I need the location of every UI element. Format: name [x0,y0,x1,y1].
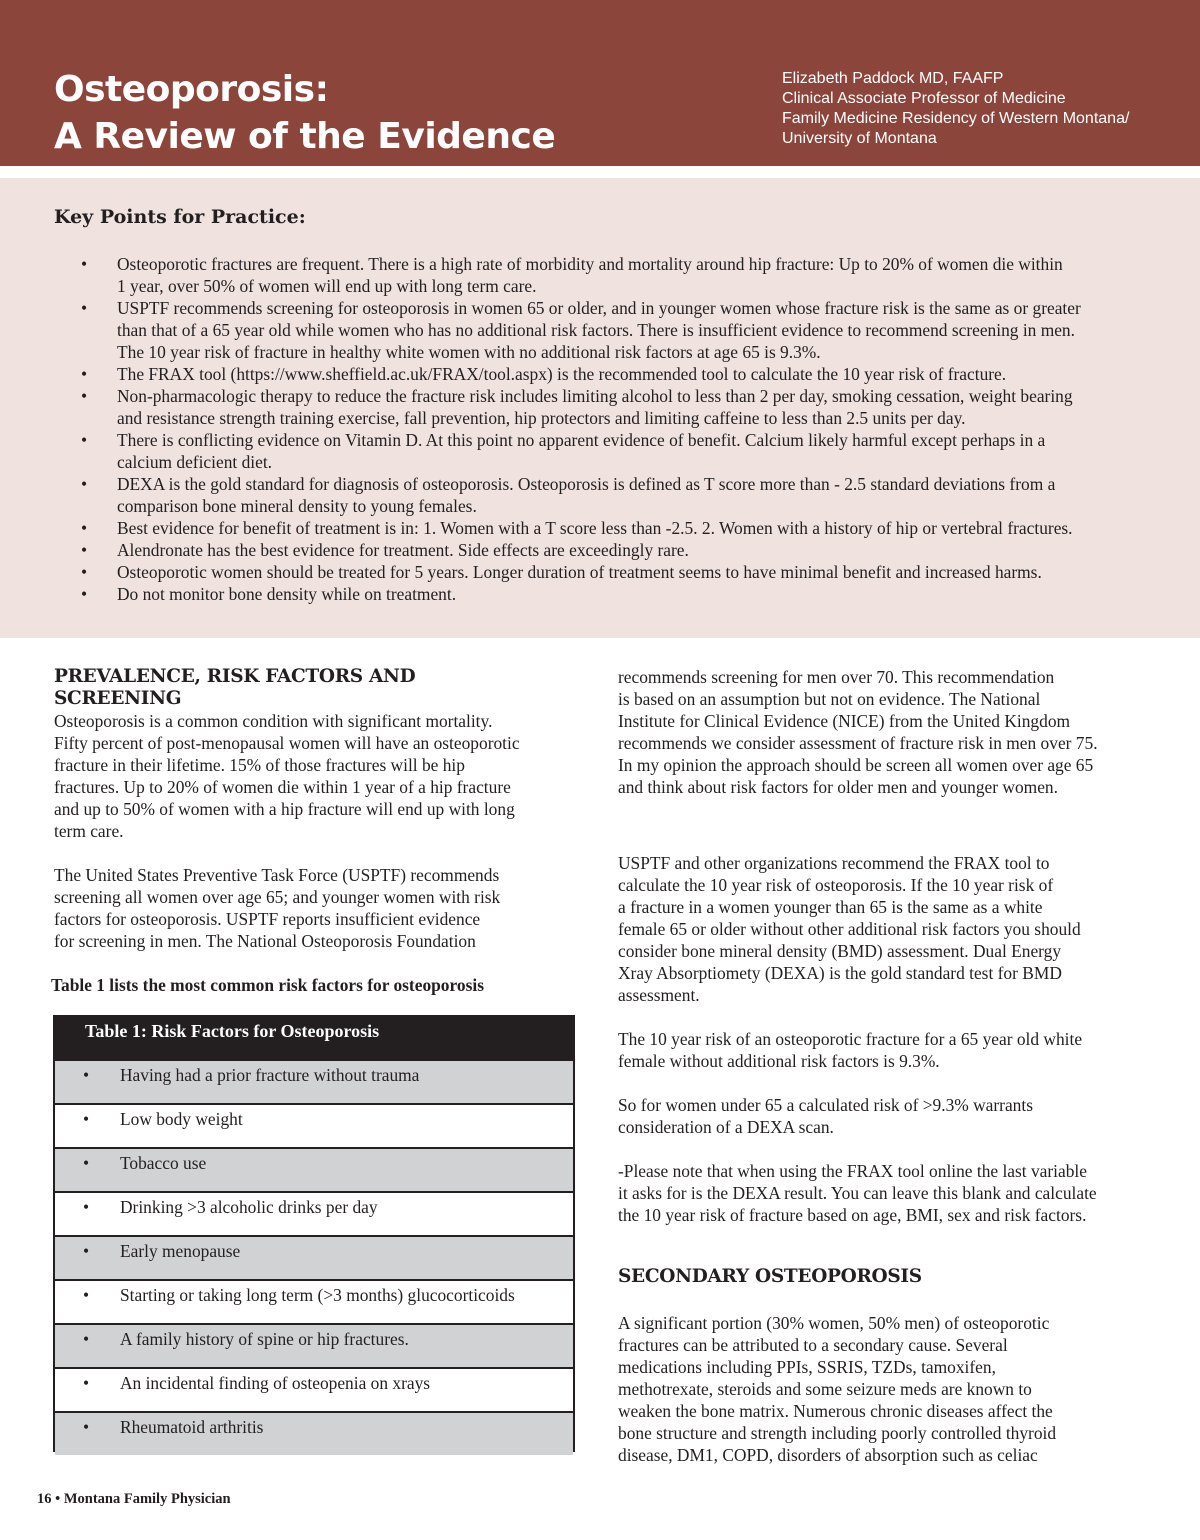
paragraph-frax-note [618,1160,1163,1226]
text-line: a fracture in a women younger than 65 is the same as a white [618,897,1043,917]
key-point-item [0,539,1200,561]
table-row [55,1323,573,1367]
text-line: screening all women over age 65; and younger women with risk [54,887,501,907]
author-line: Elizabeth Paddock MD, FAAFP [782,70,1004,87]
bullet-icon: • [83,1065,90,1085]
right-column [618,666,1163,1466]
table-row [55,1279,573,1323]
bullet-icon: • [83,1153,90,1173]
table-row [55,1191,573,1235]
table-row [55,1059,573,1103]
text-line: the 10 year risk of fracture based on age, BMI, sex and risk factors. [618,1205,1087,1225]
key-point-item [0,561,1200,583]
bullet-icon: • [81,430,88,450]
text-line: recommends screening for men over 70. This recommendation [618,667,1055,687]
key-point-item [0,583,1200,605]
bullet-icon: • [83,1329,90,1349]
table-cell: Starting or taking long term (>3 months) glucocorticoids [120,1285,515,1305]
text-line: factors for osteoporosis. USPTF reports insufficient evidence [54,909,481,929]
bullet-icon: • [83,1109,90,1129]
article-title [54,66,555,160]
text-line: calculate the 10 year risk of osteoporosis. If the 10 year risk of [618,875,1054,895]
key-point-item [0,429,1200,473]
bullet-icon: • [81,540,88,560]
bullet-icon: • [81,474,88,494]
author-line: Family Medicine Residency of Western Montana/ [782,110,1130,127]
key-point-item [0,517,1200,539]
table-row [55,1103,573,1147]
table-caption: Table 1 lists the most common risk factors for osteoporosis [51,975,484,995]
section-heading-secondary: SECONDARY OSTEOPOROSIS [618,1266,922,1287]
table-cell: Low body weight [120,1109,243,1129]
key-point-line: Non-pharmacologic therapy to reduce the fracture risk includes limiting alcohol to less than 2 per day, smoking cessation, weight bearing [117,386,1073,406]
text-line: medications including PPIs, SSRIS, TZDs, tamoxifen, [618,1357,996,1377]
key-points-list [0,253,1200,605]
text-line: weaken the bone matrix. Numerous chronic diseases affect the [618,1401,1053,1421]
key-point-line: Best evidence for benefit of treatment is in: 1. Women with a T score less than -2.5. 2. Women with a history of hip or vertebral fractures. [117,518,1073,538]
text-line: fractures. Up to 20% of women die within 1 year of a hip fracture [54,777,511,797]
text-line: So for women under 65 a calculated risk of >9.3% warrants [618,1095,1033,1115]
bullet-icon: • [81,584,88,604]
bullet-icon: • [81,298,88,318]
paragraph-uspstf [54,864,584,952]
header-band [0,0,1200,166]
text-line: Xray Absorptiomety (DEXA) is the gold standard test for BMD [618,963,1062,983]
text-line: bone structure and strength including poorly controlled thyroid [618,1423,1057,1443]
title-line-1: Osteoporosis: [54,69,329,110]
key-point-line: Osteoporotic fractures are frequent. There is a high rate of morbidity and mortality around hip fracture: Up to 20% of women die within [117,254,1063,274]
text-line: recommends we consider assessment of fracture risk in men over 75. [618,733,1098,753]
risk-factors-table [53,1015,575,1452]
heading-line: PREVALENCE, RISK FACTORS AND [54,666,416,687]
text-line: Osteoporosis is a common condition with significant mortality. [54,711,493,731]
text-line: term care. [54,821,124,841]
text-line: consider bone mineral density (BMD) assessment. Dual Energy [618,941,1062,961]
author-block [782,69,1129,149]
text-line: The United States Preventive Task Force (USPTF) recommends [54,865,500,885]
key-point-line: There is conflicting evidence on Vitamin D. At this point no apparent evidence of benefit. Calcium likely harmful except perhaps in a [117,430,1046,450]
text-line: -Please note that when using the FRAX tool online the last variable [618,1161,1087,1181]
left-column [54,666,584,952]
text-line: consideration of a DEXA scan. [618,1117,834,1137]
text-line: and up to 50% of women with a hip fracture will end up with long [54,799,515,819]
table-cell: Rheumatoid arthritis [120,1417,264,1437]
key-point-item [0,363,1200,385]
table-cell: Having had a prior fracture without trauma [120,1065,420,1085]
text-line: fractures can be attributed to a secondary cause. Several [618,1335,1008,1355]
heading-line: SCREENING [54,688,182,709]
bullet-icon: • [81,254,88,274]
text-line: for screening in men. The National Osteoporosis Foundation [54,931,476,951]
table-row [55,1235,573,1279]
text-line: it asks for is the DEXA result. You can leave this blank and calculate [618,1183,1097,1203]
bullet-icon: • [81,386,88,406]
text-line: and think about risk factors for older men and younger women. [618,777,1058,797]
text-line: In my opinion the approach should be screen all women over age 65 [618,755,1094,775]
key-point-line: Alendronate has the best evidence for treatment. Side effects are exceedingly rare. [117,540,689,560]
text-line: female 65 or older without other additional risk factors you should [618,919,1081,939]
table-cell: A family history of spine or hip fractures. [120,1329,409,1349]
paragraph-frax [618,852,1163,1006]
text-line: female without additional risk factors is 9.3%. [618,1051,940,1071]
bullet-icon: • [83,1197,90,1217]
text-line: assessment. [618,985,700,1005]
table-cell: Early menopause [120,1241,241,1261]
key-point-item [0,297,1200,363]
text-line: The 10 year risk of an osteoporotic fracture for a 65 year old white [618,1029,1083,1049]
key-point-item [0,253,1200,297]
section-heading-prevalence [54,666,584,710]
author-line: University of Montana [782,130,937,147]
key-point-line: Do not monitor bone density while on treatment. [117,584,457,604]
text-line: methotrexate, steroids and some seizure meds are known to [618,1379,1032,1399]
key-point-line: comparison bone mineral density to young females. [117,496,477,516]
key-point-line: calcium deficient diet. [117,452,272,472]
text-line: disease, DM1, COPD, disorders of absorption such as celiac [618,1445,1038,1465]
title-line-2: A Review of the Evidence [54,116,556,157]
paragraph-ten-year-risk [618,1028,1163,1072]
key-point-line: Osteoporotic women should be treated for 5 years. Longer duration of treatment seems to have minimal benefit and increased harms. [117,562,1042,582]
key-point-line: than that of a 65 year old while women who has no additional risk factors. There is insufficient evidence to recommend screening in men. [117,320,1075,340]
paragraph-secondary [618,1312,1163,1466]
table-header: Table 1: Risk Factors for Osteoporosis [55,1017,573,1059]
bullet-icon: • [83,1417,90,1437]
key-point-item [0,385,1200,429]
paragraph-dexa-threshold [618,1094,1163,1138]
table-row [55,1411,573,1455]
text-line: A significant portion (30% women, 50% men) of osteoporotic [618,1313,1050,1333]
bullet-icon: • [81,562,88,582]
key-point-line: USPTF recommends screening for osteoporosis in women 65 or older, and in younger women whose fracture risk is the same as or greater [117,298,1081,318]
page-footer: 16 • Montana Family Physician [37,1491,231,1507]
text-line: USPTF and other organizations recommend the FRAX tool to [618,853,1050,873]
key-point-item [0,473,1200,517]
author-line: Clinical Associate Professor of Medicine [782,90,1066,107]
bullet-icon: • [83,1241,90,1261]
table-cell: Drinking >3 alcoholic drinks per day [120,1197,378,1217]
key-point-line: 1 year, over 50% of women will end up with long term care. [117,276,537,296]
key-points-title: Key Points for Practice: [54,206,306,228]
bullet-icon: • [81,518,88,538]
paragraph-prevalence [54,710,584,842]
bullet-icon: • [83,1285,90,1305]
text-line: Fifty percent of post-menopausal women will have an osteoporotic [54,733,520,753]
key-point-line: and resistance strength training exercise, fall prevention, hip protectors and limiting caffeine to less than 2.5 units per day. [117,408,966,428]
key-point-line: The 10 year risk of fracture in healthy white women with no additional risk factors at age 65 is 9.3%. [117,342,821,362]
text-line: Institute for Clinical Evidence (NICE) from the United Kingdom [618,711,1071,731]
bullet-icon: • [83,1373,90,1393]
table-cell: An incidental finding of osteopenia on xrays [120,1373,431,1393]
text-line: is based on an assumption but not on evidence. The National [618,689,1041,709]
table-row [55,1367,573,1411]
key-points-box [0,178,1200,638]
key-point-line: DEXA is the gold standard for diagnosis of osteoporosis. Osteoporosis is defined as T score more than - 2.5 standard deviations from a [117,474,1056,494]
text-line: fracture in their lifetime. 15% of those fractures will be hip [54,755,465,775]
table-cell: Tobacco use [120,1153,207,1173]
paragraph-men-screening [618,666,1163,798]
bullet-icon: • [81,364,88,384]
key-point-line: The FRAX tool (https://www.sheffield.ac.uk/FRAX/tool.aspx) is the recommended tool to calculate the 10 year risk of fracture. [117,364,1007,384]
table-row [55,1147,573,1191]
